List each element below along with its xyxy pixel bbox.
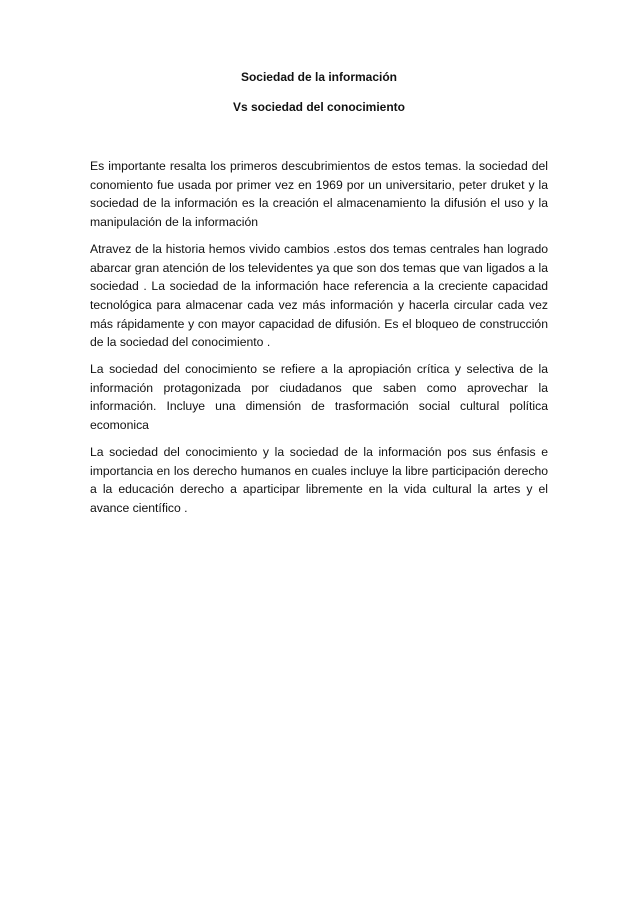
document-title: Sociedad de la información bbox=[240, 70, 398, 84]
document-body bbox=[90, 157, 548, 526]
document-subtitle: Vs sociedad del conocimiento bbox=[232, 100, 406, 114]
paragraph-4: La sociedad del conocimiento y la sociedad de la información pos sus énfasis e importancia en los derecho humanos en cuales incluye la libre participación derecho a la educación derecho a aparticipar libremente en la vida cultural la artes y el avance científico . bbox=[90, 444, 548, 515]
paragraph-2: Atravez de la historia hemos vivido cambios .estos dos temas centrales han logrado abarcar gran atención de los televidentes ya que son dos temas que van ligados a la sociedad . La sociedad de la información hace referencia a la creciente capacidad tecnológica para almacenar cada vez más información y hacerla circular cada vez más rápidamente y con mayor capacidad de difusión. Es el bloqueo de construcción de la sociedad del conocimiento . bbox=[90, 241, 548, 350]
title-block bbox=[90, 70, 548, 130]
paragraph-3: La sociedad del conocimiento se refiere a la apropiación crítica y selectiva de la información protagonizada por ciudadanos que saben como aprovechar la información. Incluye una dimensión de trasformación social cultural política ecomonica bbox=[90, 362, 548, 433]
paragraph-1: Es importante resalta los primeros descubrimientos de estos temas. la sociedad del conomiento fue usada por primer vez en 1969 por un universitario, peter druket y la sociedad de la información es la creación el almacenamiento la difusión el uso y la manipulación de la información bbox=[90, 159, 548, 230]
